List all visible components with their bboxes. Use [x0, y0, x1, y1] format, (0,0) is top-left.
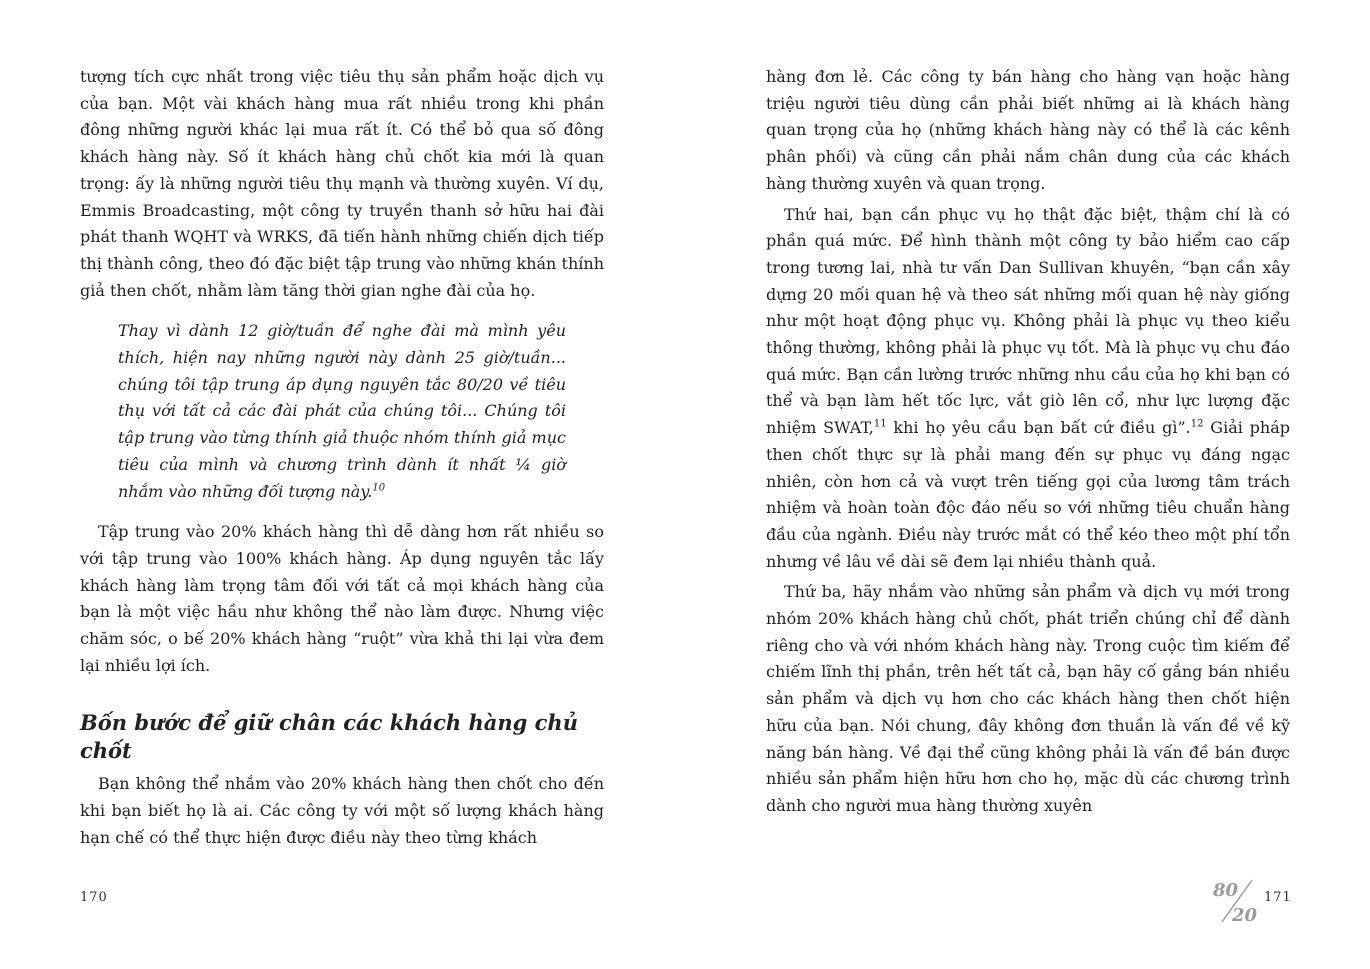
right-paragraph-2-part-c: Giải pháp then chốt thực sự là phải mang đến sự phục vụ đáng ngạc nhiên, còn hơn cả và vượt trên tiếng gọi của lương tâm trách nhiệm và hoàn toàn độc đáo nếu so với những tiêu chuẩn hàng đầu của ngành. Điều này trước mắt có thể kéo theo một phí tổn nhưng về lâu về dài sẽ đem lại nhiều thành quả. — [766, 418, 1290, 571]
logo-bottom-number: 20 — [1232, 905, 1258, 924]
footnote-ref-10: 10 — [372, 482, 386, 494]
section-heading: Bốn bước để giữ chân các khách hàng chủ chốt — [80, 710, 578, 764]
block-quote — [118, 318, 566, 505]
footnote-ref-12: 12 — [1190, 418, 1204, 430]
right-paragraph-2 — [766, 202, 1290, 576]
right-page — [766, 64, 1290, 820]
left-paragraph-3: Bạn không thể nhắm vào 20% khách hàng then chốt cho đến khi bạn biết họ là ai. Các công ty với một số lượng khách hàng hạn chế có thể thực hiện được điều này theo từng khách — [80, 774, 604, 847]
left-page — [80, 64, 604, 852]
page-number-right: 171 — [1264, 890, 1292, 905]
footnote-ref-11: 11 — [873, 418, 887, 430]
right-paragraph-2-part-a: Thứ hai, bạn cần phục vụ họ thật đặc biệt, thậm chí là có phần quá mức. Để hình thành một công ty bảo hiểm cao cấp trong tương lai, nhà tư vấn Dan Sullivan khuyên, “bạn cần xây dựng 20 mối quan hệ và theo sát những mối quan hệ này giống như một hoạt động phục vụ. Không phải là phục vụ theo kiểu thông thường, không phải là phục vụ tốt. Mà là phục vụ chu đáo quá mức. Bạn cần lường trước những nhu cầu của họ khi bạn có thể và bạn làm hết tốc lực, vắt giò lên cổ, như lực lượng đặc nhiệm SWAT, — [766, 204, 1290, 438]
page-number-left: 170 — [80, 890, 108, 905]
left-paragraph-2: Tập trung vào 20% khách hàng thì dễ dàng hơn rất nhiều so với tập trung vào 100% khách hàng. Áp dụng nguyên tắc lấy khách hàng làm trọng tâm đối với tất cả mọi khách hàng của bạn là một việc hầu như không thể nào làm được. Nhưng việc chăm sóc, o bế 20% khách hàng “ruột” vừa khả thi lại vừa đem lại nhiều lợi ích. — [80, 522, 604, 675]
left-paragraph-1: tượng tích cực nhất trong việc tiêu thụ sản phẩm hoặc dịch vụ của bạn. Một vài khách hàng mua rất nhiều trong khi phần đông những người khác lại mua rất ít. Có thể bỏ qua số đông khách hàng này. Số ít khách hàng chủ chốt kia mới là quan trọng: ấy là những người tiêu thụ mạnh và thường xuyên. Ví dụ, Emmis Broadcasting, một công ty truyền thanh sở hữu hai đài phát thanh WQHT và WRKS, đã tiến hành những chiến dịch tiếp thị thành công, theo đó đặc biệt tập trung vào những khán thính giả then chốt, nhằm làm tăng thời gian nghe đài của họ. — [80, 67, 604, 300]
right-paragraph-2-part-b: khi họ yêu cầu bạn bất cứ điều gì”. — [886, 418, 1191, 438]
block-quote-text: Thay vì dành 12 giờ/tuần để nghe đài mà mình yêu thích, hiện nay những người này dành 25 giờ/tuần... chúng tôi tập trung áp dụng nguyên tắc 80/20 về tiêu thụ với tất cả các đài phát của chúng tôi... Chúng tôi tập trung vào từng thính giả thuộc nhóm thính giả mục tiêu của mình và chương trình dành ít nhất ¼ giờ nhắm vào những đối tượng này. — [118, 321, 566, 501]
right-paragraph-1: hàng đơn lẻ. Các công ty bán hàng cho hàng vạn hoặc hàng triệu người tiêu dùng cần phải biết những ai là khách hàng quan trọng của họ (những khách hàng này có thể là các kênh phân phối) và cũng cần phải nắm chân dung của các khách hàng thường xuyên và quan trọng. — [766, 67, 1290, 193]
right-paragraph-3: Thứ ba, hãy nhắm vào những sản phẩm và dịch vụ mới trong nhóm 20% khách hàng chủ chốt, phát triển chúng chỉ để dành riêng cho và với nhóm khách hàng này. Trong cuộc tìm kiếm để chiếm lĩnh thị phần, trên hết tất cả, bạn hãy cố gắng bán nhiều sản phẩm và dịch vụ hơn cho các khách hàng then chốt hiện hữu của bạn. Nói chung, đây không đơn thuần là vấn đề về kỹ năng bán hàng. Về đại thể cũng không phải là vấn đề bán được nhiều sản phẩm hiện hữu hơn cho họ, mặc dù các chương trình dành cho người mua hàng thường xuyên — [766, 582, 1290, 815]
logo-top-number: 80 — [1213, 880, 1239, 901]
book-logo-8020-icon — [1210, 878, 1264, 924]
